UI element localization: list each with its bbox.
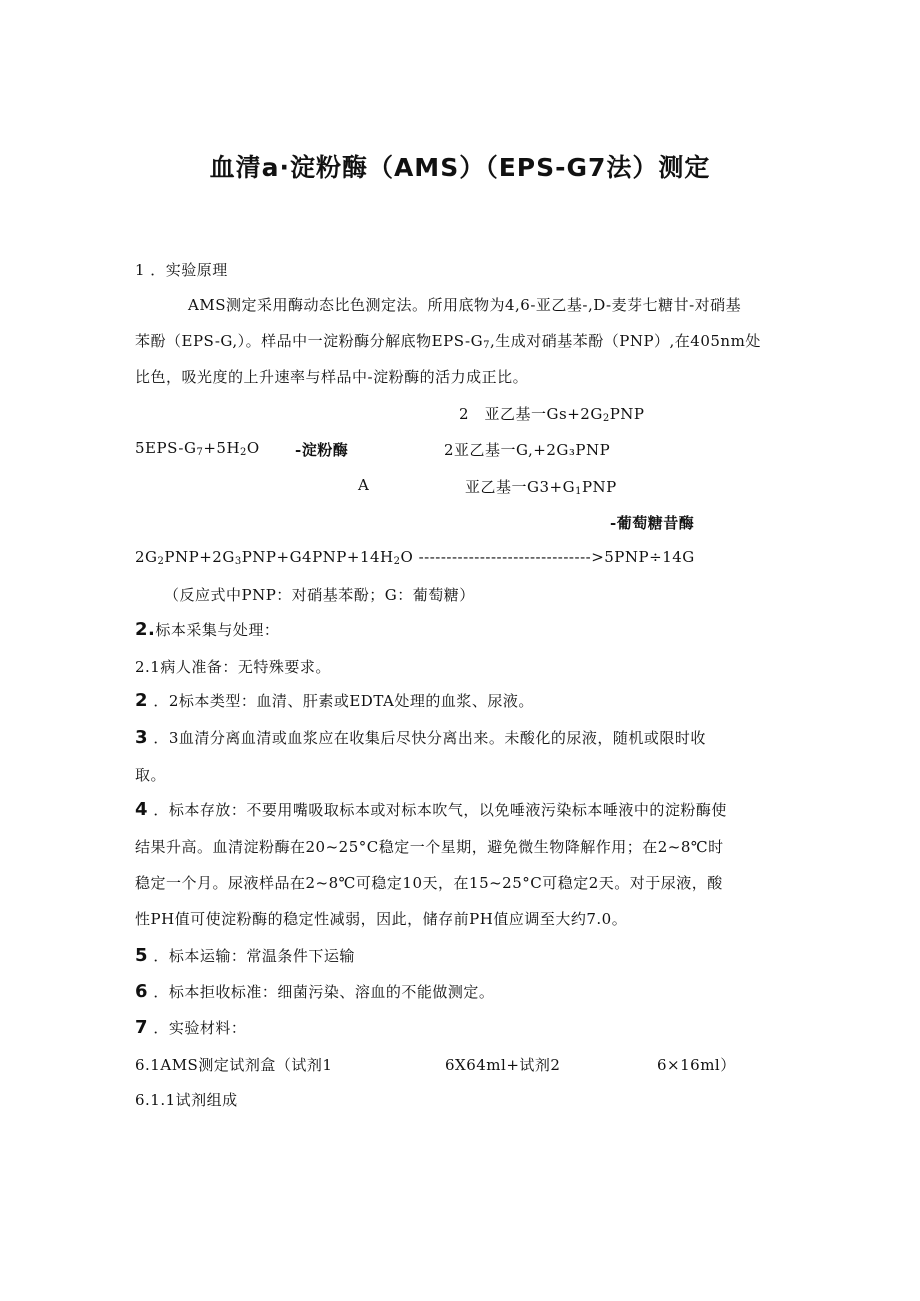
section-6-1-1: 6.1.1试剂组成 bbox=[135, 1091, 238, 1109]
section-2-3-line-2: 取。 bbox=[135, 766, 167, 784]
page-title: 血清a·淀粉酶（AMS）（EPS-G7法）测定 bbox=[209, 153, 711, 182]
principle-line-1: AMS测定采用酶动态比色测定法。所用底物为4,6-亚乙基-,D-麦芽七糖甘-对硝基 bbox=[188, 296, 742, 314]
enzyme-amylase-label: -淀粉酶 bbox=[295, 441, 349, 459]
section-1-heading: 1 ．实验原理 bbox=[135, 261, 228, 279]
reaction-product-1: 2 亚乙基一$Gs+2G_2PNP$ bbox=[459, 405, 645, 424]
kit-line-a: 6.1AMS测定试剂盒（试剂1 bbox=[135, 1056, 333, 1074]
section-2-1: 2.1病人准备：无特殊要求。 bbox=[135, 658, 331, 676]
section-2-3-line-1: 3 ．3血清分离血清或血浆应在收集后尽快分离出来。未酸化的尿液，随机或限时收 bbox=[135, 727, 706, 748]
reaction-product-2: 2亚乙基一G,+2G₃PNP bbox=[444, 441, 611, 459]
section-4-line-2: 结果升高。血清淀粉酶在20~25°C稳定一个星期，避免微生物降解作用；在2~8℃时 bbox=[135, 838, 724, 856]
section-6: 6 ．标本拒收标准：细菌污染、溶血的不能做测定。 bbox=[135, 981, 495, 1002]
reaction-note: （反应式中PNP：对硝基苯酚；G：葡萄糖） bbox=[164, 586, 475, 604]
reaction-reactants: $5EPS-G_7+5H_2O$ bbox=[135, 439, 260, 458]
section-5: 5 ．标本运输：常温条件下运输 bbox=[135, 945, 355, 966]
enzyme-glucosidase-label: -葡萄糖昔酶 bbox=[610, 514, 695, 532]
section-2-heading: 2.标本采集与处理： bbox=[135, 619, 280, 640]
reaction-equation-2: $2G_2PNP+2G_3PNP+G4PNP+14H_2O$ ------------------------------->5PNP÷14G bbox=[135, 548, 695, 567]
principle-line-2: 苯酚（EPS-G,）。样品中一淀粉酶分解底物EPS-$G_7$,生成对硝基苯酚（PNP）,在405nm处 bbox=[135, 332, 761, 351]
kit-line-c: 6×16ml） bbox=[657, 1056, 736, 1074]
reaction-product-3: 亚乙基一$G3+G_1PNP$ bbox=[465, 478, 617, 497]
section-4-line-1: 4 ．标本存放：不要用嘴吸取标本或对标本吹气，以免唾液污染标本唾液中的淀粉酶使 bbox=[135, 799, 727, 820]
section-2-2: 2 ．2标本类型：血清、肝素或EDTA处理的血浆、尿液。 bbox=[135, 690, 534, 711]
principle-line-3: 比色，吸光度的上升速率与样品中-淀粉酶的活力成正比。 bbox=[135, 368, 529, 386]
reaction-a-label: A bbox=[358, 476, 370, 494]
section-4-line-3: 稳定一个月。尿液样品在2~8℃可稳定10天，在15~25°C可稳定2天。对于尿液，酸 bbox=[135, 874, 723, 892]
kit-line-b: 6X64ml+试剂2 bbox=[445, 1056, 561, 1074]
section-7: 7 ．实验材料： bbox=[135, 1017, 247, 1038]
section-4-line-4: 性PH值可使淀粉酶的稳定性减弱，因此，储存前PH值应调至大约7.0。 bbox=[135, 910, 628, 928]
